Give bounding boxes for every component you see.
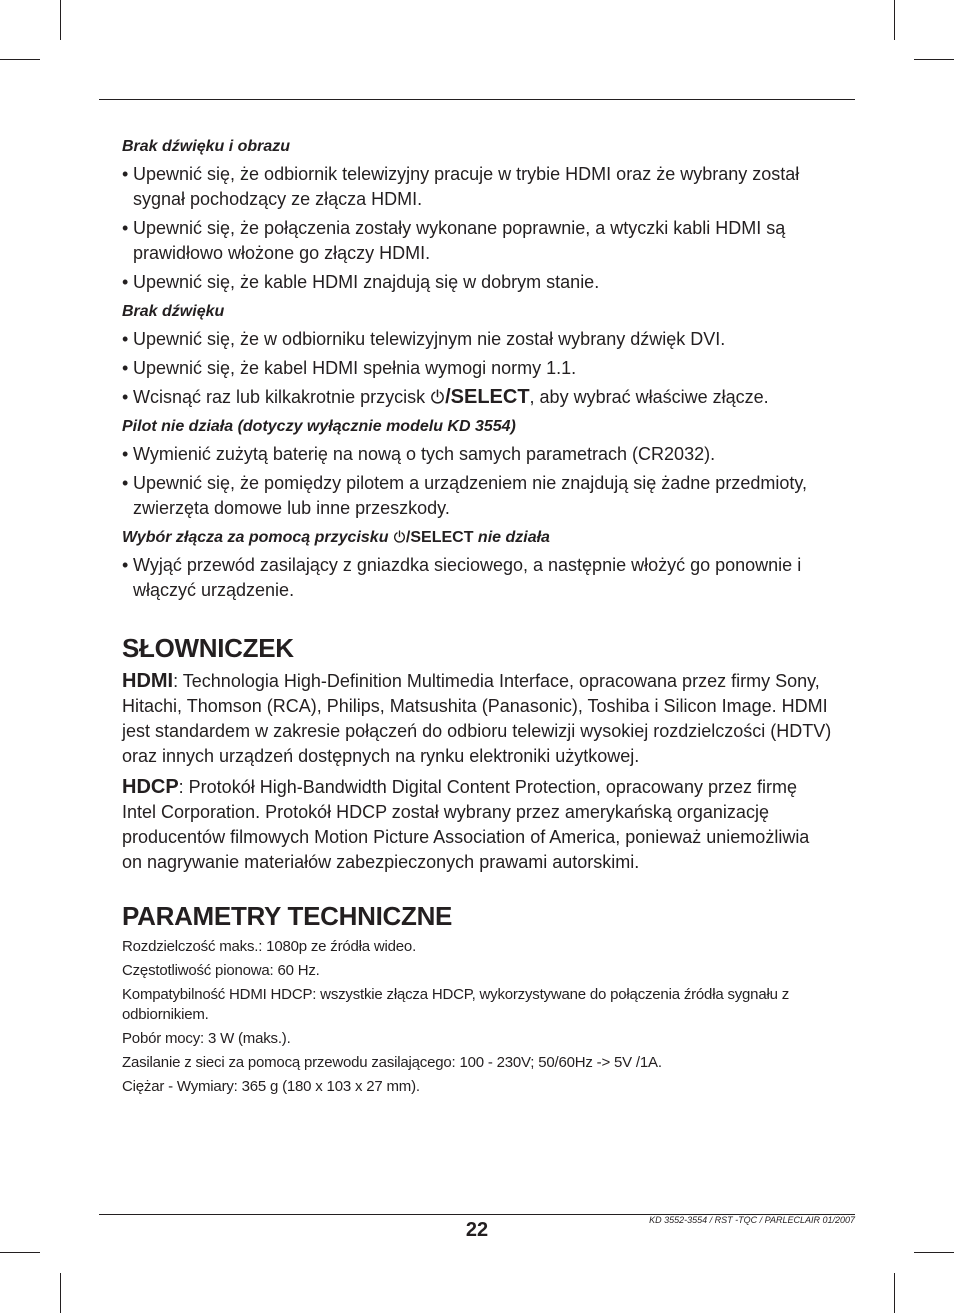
list-item: • Upewnić się, że połączenia zostały wykonane poprawnie, a wtyczki kabli HDMI są prawidłowo włożone go złączy HDMI. [122, 216, 834, 266]
section-title [122, 527, 834, 549]
list-item: • Upewnić się, że pomiędzy pilotem a urządzeniem nie znajdują się żadne przedmioty, zwierzęta domowe lub inne przeszkody. [122, 471, 834, 521]
glossary-term: HDMI [122, 670, 174, 692]
spec-line: Częstotliwość pionowa: 60 Hz. [122, 962, 320, 979]
crop-mark [0, 59, 40, 60]
list-item: • Wymienić zużytą baterię na nową o tych samych parametrach (CR2032). [122, 442, 834, 467]
section-title-text: Wybór złącza za pomocą przycisku [122, 529, 393, 546]
section-title: Pilot nie działa (dotyczy wyłącznie modelu KD 3554) [122, 418, 516, 435]
page-content [122, 136, 834, 1101]
list-item: • Upewnić się, że kabel HDMI spełnia wymogi normy 1.1. [122, 356, 834, 381]
list-item [122, 385, 834, 410]
list-item: • Upewnić się, że w odbiorniku telewizyjnym nie został wybrany dźwięk DVI. [122, 327, 834, 352]
instruction-text: Wcisnąć raz lub kilkakrotnie przycisk [133, 387, 431, 407]
bullet-list [122, 162, 834, 295]
header-rule [99, 99, 855, 100]
crop-mark [60, 1273, 61, 1313]
glossary-entry [122, 669, 834, 769]
list-item: • Upewnić się, że odbiornik telewizyjny pracuje w trybie HDMI oraz że wybrany został sygnał pochodzący ze złącza HDMI. [122, 162, 834, 212]
glossary-term: HDCP [122, 776, 179, 798]
spec-line: Pobór mocy: 3 W (maks.). [122, 1030, 291, 1047]
crop-mark [0, 1252, 40, 1253]
select-key-label: /SELECT [405, 529, 474, 546]
spec-line: Ciężar - Wymiary: 365 g (180 x 103 x 27 mm). [122, 1078, 420, 1095]
section-title: Brak dźwięku i obrazu [122, 138, 291, 155]
list-item: • Upewnić się, że kable HDMI znajdują się w dobrym stanie. [122, 270, 834, 295]
spec-line: Zasilanie z sieci za pomocą przewodu zasilającego: 100 - 230V; 50/60Hz -> 5V /1A. [122, 1054, 662, 1071]
crop-mark [914, 59, 954, 60]
select-key-label: /SELECT [445, 386, 530, 408]
spec-line: Kompatybilność HDMI HDCP: wszystkie złącza HDCP, wykorzystywane do połączenia źródła sygnału z odbiornikiem. [122, 986, 790, 1023]
crop-mark [914, 1252, 954, 1253]
page-number: 22 [465, 1219, 489, 1241]
crop-mark [894, 1273, 895, 1313]
bullet-list [122, 442, 834, 521]
bullet-list [122, 327, 834, 410]
crop-mark [60, 0, 61, 40]
section-title-text: nie działa [473, 529, 550, 546]
bullet-list [122, 553, 834, 603]
specs-heading: PARAMETRY TECHNICZNE [122, 901, 453, 931]
glossary-heading: SŁOWNICZEK [122, 633, 294, 663]
section-title: Brak dźwięku [122, 303, 225, 320]
glossary-definition: : Protokół High-Bandwidth Digital Content Protection, opracowany przez firmę Intel Corporation. Protokół HDCP został wybrany przez amerykańską organizację producentów filmowych Motion Picture Association of America, ponieważ uniemożliwia on nagrywanie materiałów zabezpieczonych prawami autorskimi. [122, 777, 810, 872]
footer-code: KD 3552-3554 / RST -TQC / PARLECLAIR 01/2007 [649, 1215, 855, 1225]
glossary-definition: : Technologia High-Definition Multimedia Interface, opracowana przez firmy Sony, Hitachi, Thomson (RCA), Philips, Matsushita (Panasonic), Toshiba i Silicon Image. HDMI jest standardem w zakresie połączeń do odbioru telewizji wysokiej rozdzielczości (HDTV) oraz innych urządzeń dostępnych na rynku elektroniki użytkowej. [122, 671, 832, 766]
glossary-entry [122, 775, 834, 875]
spec-line: Rozdzielczość maks.: 1080p ze źródła wideo. [122, 938, 417, 955]
crop-mark [894, 0, 895, 40]
power-icon [430, 389, 445, 404]
power-icon [393, 530, 406, 543]
list-item: • Wyjąć przewód zasilający z gniazdka sieciowego, a następnie włożyć go ponownie i włączyć urządzenie. [122, 553, 834, 603]
instruction-text: , aby wybrać właściwe złącze. [529, 387, 769, 407]
